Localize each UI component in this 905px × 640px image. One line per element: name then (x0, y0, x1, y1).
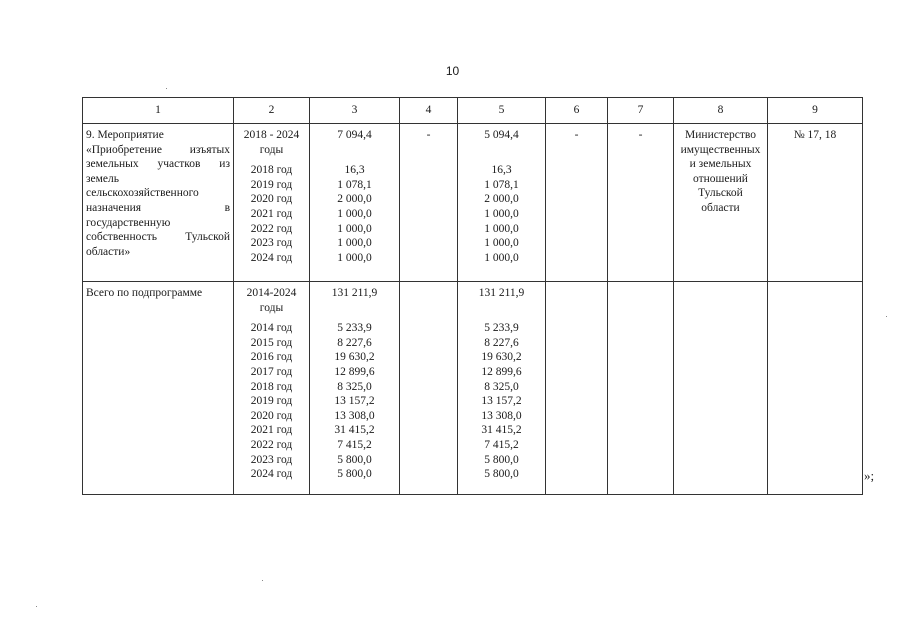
responsible-line: имущественных (680, 143, 761, 156)
year-value: 8 227,6 (484, 336, 519, 349)
measure-name-line: области» (86, 245, 131, 258)
year-value: 5 800,0 (337, 468, 372, 481)
scan-speck (166, 88, 167, 89)
total-value: 131 211,9 (478, 287, 525, 299)
cell-col5 (458, 124, 546, 282)
total-value: 131 211,9 (331, 287, 378, 299)
responsible-line: Министерство (685, 129, 756, 141)
period-label: 2014-2024 (246, 287, 297, 299)
year-value: 1 000,0 (337, 207, 372, 220)
year-value: 31 415,2 (481, 424, 522, 437)
responsible-line: отношений (693, 172, 748, 185)
year-value: 1 000,0 (337, 222, 372, 235)
dash-value: - (426, 129, 431, 141)
year-value: 2 000,0 (337, 193, 372, 206)
dash-value: - (638, 129, 643, 141)
year-value: 1 000,0 (484, 237, 519, 250)
year-value: 12 899,6 (334, 365, 375, 378)
cell-col5 (458, 282, 546, 495)
cell-col7 (608, 282, 674, 495)
year-label: 2014 год (250, 322, 293, 335)
year-label: 2022 год (250, 222, 293, 235)
cell-name (83, 282, 234, 495)
cell-indicators (768, 124, 863, 282)
measure-name-line: государственную (86, 216, 171, 229)
measure-name-line: «Приобретение изъятых (86, 143, 230, 156)
cell-years (234, 124, 310, 282)
year-value: 7 415,2 (484, 438, 519, 451)
year-value: 13 308,0 (334, 409, 375, 422)
cell-col6 (546, 282, 608, 495)
scan-speck (886, 316, 887, 317)
responsible-line: области (701, 201, 740, 214)
cell-col4 (400, 282, 458, 495)
year-value: 1 078,1 (337, 178, 372, 191)
year-value: 16,3 (491, 164, 512, 177)
measure-name-line: собственность Тульской (86, 231, 230, 244)
measure-name-line: сельскохозяйственного (86, 187, 199, 200)
header-cell-1: 1 (83, 98, 234, 124)
year-label: 2020 год (250, 193, 293, 206)
header-cell-6: 6 (546, 98, 608, 124)
cell-col3 (310, 124, 400, 282)
measure-name-line: назначения в (86, 201, 230, 214)
year-value: 1 000,0 (337, 251, 372, 264)
year-value: 1 000,0 (484, 222, 519, 235)
cell-col4 (400, 124, 458, 282)
cell-years (234, 282, 310, 495)
year-value: 13 157,2 (334, 395, 375, 408)
year-value: 19 630,2 (481, 351, 522, 364)
cell-col7 (608, 124, 674, 282)
responsible-line: и земельных (689, 158, 752, 171)
year-value: 1 000,0 (484, 207, 519, 220)
year-label: 2022 год (250, 438, 293, 451)
indicator-refs: № 17, 18 (793, 129, 837, 141)
period-label: годы (259, 301, 284, 314)
closing-quote-mark: »; (864, 468, 875, 483)
measure-name-line: 9. Мероприятие (86, 129, 164, 141)
cell-col6 (546, 124, 608, 282)
year-label: 2024 год (250, 468, 293, 481)
cell-name (83, 124, 234, 282)
year-value: 31 415,2 (334, 424, 375, 437)
header-cell-9: 9 (768, 98, 863, 124)
year-value: 1 078,1 (484, 178, 519, 191)
total-value: 5 094,4 (484, 129, 519, 141)
year-value: 5 800,0 (484, 453, 519, 466)
year-label: 2020 год (250, 409, 293, 422)
cell-indicators (768, 282, 863, 495)
header-row (83, 98, 863, 124)
total-value: 7 094,4 (337, 129, 372, 141)
year-label: 2018 год (250, 380, 293, 393)
row-measure-9 (83, 124, 863, 282)
year-value: 16,3 (344, 164, 365, 177)
year-label: 2021 год (250, 424, 293, 437)
program-table (82, 97, 863, 495)
year-value: 5 800,0 (484, 468, 519, 481)
page-number: 10 (445, 64, 460, 78)
year-value: 19 630,2 (334, 351, 375, 364)
year-value: 12 899,6 (481, 365, 522, 378)
year-label: 2024 год (250, 251, 293, 264)
year-label: 2021 год (250, 207, 293, 220)
measure-name-line: земель (86, 172, 120, 185)
year-value: 7 415,2 (337, 438, 372, 451)
scan-speck (262, 580, 263, 581)
year-value: 5 233,9 (484, 322, 519, 335)
header-cell-3: 3 (310, 98, 400, 124)
year-value: 5 800,0 (337, 453, 372, 466)
year-label: 2015 год (250, 336, 293, 349)
responsible-line: Тульской (698, 187, 743, 200)
year-label: 2018 год (250, 164, 293, 177)
header-cell-4: 4 (400, 98, 458, 124)
year-value: 1 000,0 (484, 251, 519, 264)
year-value: 1 000,0 (337, 237, 372, 250)
scan-speck (36, 606, 37, 607)
dash-value: - (574, 129, 579, 141)
year-value: 8 227,6 (337, 336, 372, 349)
cell-responsible (674, 282, 768, 495)
period-label: 2018 - 2024 (243, 129, 300, 141)
year-label: 2016 год (250, 351, 293, 364)
year-label: 2017 год (250, 365, 293, 378)
year-label: 2023 год (250, 453, 293, 466)
year-label: 2019 год (250, 395, 293, 408)
year-value: 13 308,0 (481, 409, 522, 422)
measure-name-line: Всего по подпрограмме (86, 287, 203, 299)
header-cell-8: 8 (674, 98, 768, 124)
header-cell-2: 2 (234, 98, 310, 124)
year-label: 2023 год (250, 237, 293, 250)
cell-col3 (310, 282, 400, 495)
header-cell-5: 5 (458, 98, 546, 124)
cell-responsible (674, 124, 768, 282)
row-subprogram-total (83, 282, 863, 495)
year-label: 2019 год (250, 178, 293, 191)
year-value: 5 233,9 (337, 322, 372, 335)
year-value: 8 325,0 (337, 380, 372, 393)
year-value: 2 000,0 (484, 193, 519, 206)
header-cell-7: 7 (608, 98, 674, 124)
measure-name-line: земельных участков из (86, 158, 230, 171)
year-value: 8 325,0 (484, 380, 519, 393)
period-label: годы (259, 143, 284, 156)
year-value: 13 157,2 (481, 395, 522, 408)
